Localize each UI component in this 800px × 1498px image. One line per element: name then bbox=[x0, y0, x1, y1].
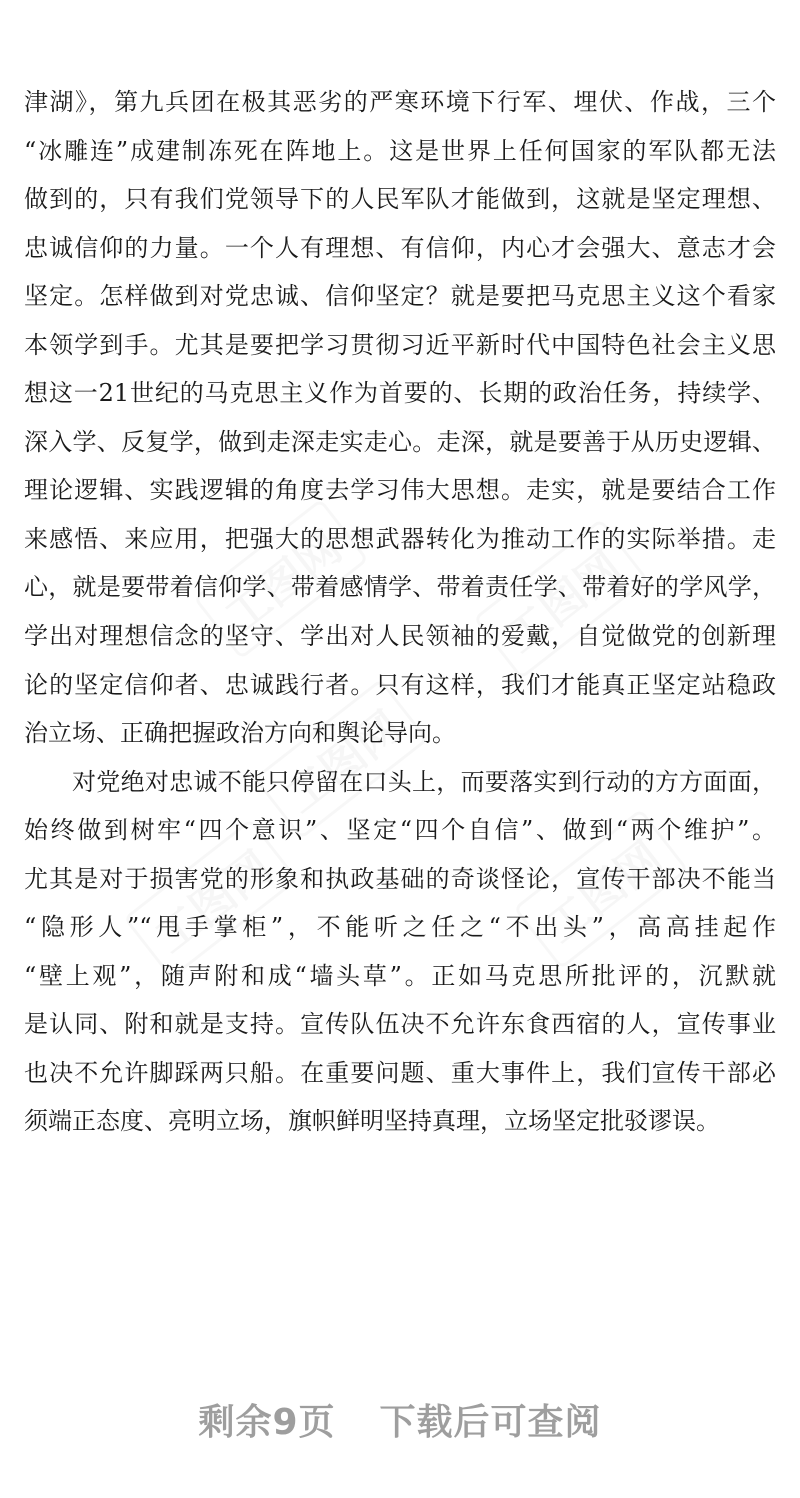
text-line: 学出对理想信念的坚守、学出对人民领袖的爱戴，自觉做党的创新理 bbox=[24, 622, 776, 651]
text-line: 深入学、反复学，做到走深走实走心。走深，就是要善于从历史逻辑、 bbox=[24, 427, 776, 456]
text-line: 治立场、正确把握政治方向和舆论导向。 bbox=[24, 719, 456, 748]
text-line: 心，就是要带着信仰学、带着感情学、带着责任学、带着好的学风学， bbox=[24, 573, 776, 602]
text-line: “壁上观”，随声附和成“墙头草”。正如马克思所批评的，沉默就 bbox=[24, 961, 776, 990]
text-line: 忠诚信仰的力量。一个人有理想、有信仰，内心才会强大、意志才会 bbox=[24, 233, 776, 262]
text-line: 坚定。怎样做到对党忠诚、信仰坚定？就是要把马克思主义这个看家 bbox=[24, 282, 776, 311]
text-line: 津湖》，第九兵团在极其恶劣的严寒环境下行军、埋伏、作战，三个 bbox=[24, 88, 776, 116]
text-line: “隐形人”“甩手掌柜”，不能听之任之“不出头”，高高挂起作 bbox=[24, 913, 776, 942]
remaining-pages-label: 剩余9页 bbox=[198, 1402, 336, 1443]
text-line: 来感悟、来应用，把强大的思想武器转化为推动工作的实际举措。走 bbox=[24, 524, 776, 553]
text-line: 尤其是对于损害党的形象和执政基础的奇谈怪论，宣传干部决不能当 bbox=[24, 864, 776, 893]
body-text bbox=[24, 78, 776, 1146]
text-line: “冰雕连”成建制冻死在阵地上。这是世界上任何国家的军队都无法 bbox=[24, 136, 776, 165]
text-line: 想这一21世纪的马克思主义作为首要的、长期的政治任务，持续学、 bbox=[24, 379, 776, 408]
text-line: 是认同、附和就是支持。宣传队伍决不允许东食西宿的人，宣传事业 bbox=[24, 1010, 776, 1039]
text-line: 须端正态度、亮明立场，旗帜鲜明坚持真理，立场坚定批驳谬误。 bbox=[24, 1107, 720, 1136]
text-line: 做到的，只有我们党领导下的人民军队才能做到，这就是坚定理想、 bbox=[24, 185, 776, 214]
text-line: 始终做到树牢“四个意识”、坚定“四个自信”、做到“两个维护”。 bbox=[24, 816, 776, 845]
download-to-view-label: 下载后可查阅 bbox=[379, 1402, 602, 1443]
text-line: 理论逻辑、实践逻辑的角度去学习伟大思想。走实，就是要结合工作 bbox=[24, 476, 776, 505]
text-line: 也决不允许脚踩两只船。在重要问题、重大事件上，我们宣传干部必 bbox=[24, 1058, 776, 1087]
download-prompt[interactable] bbox=[0, 1398, 800, 1448]
text-line: 论的坚定信仰者、忠诚践行者。只有这样，我们才能真正坚定站稳政 bbox=[24, 670, 776, 699]
text-line: 对党绝对忠诚不能只停留在口头上，而要落实到行动的方方面面， bbox=[72, 767, 776, 796]
text-line: 本领学到手。尤其是要把学习贯彻习近平新时代中国特色社会主义思 bbox=[24, 330, 776, 359]
